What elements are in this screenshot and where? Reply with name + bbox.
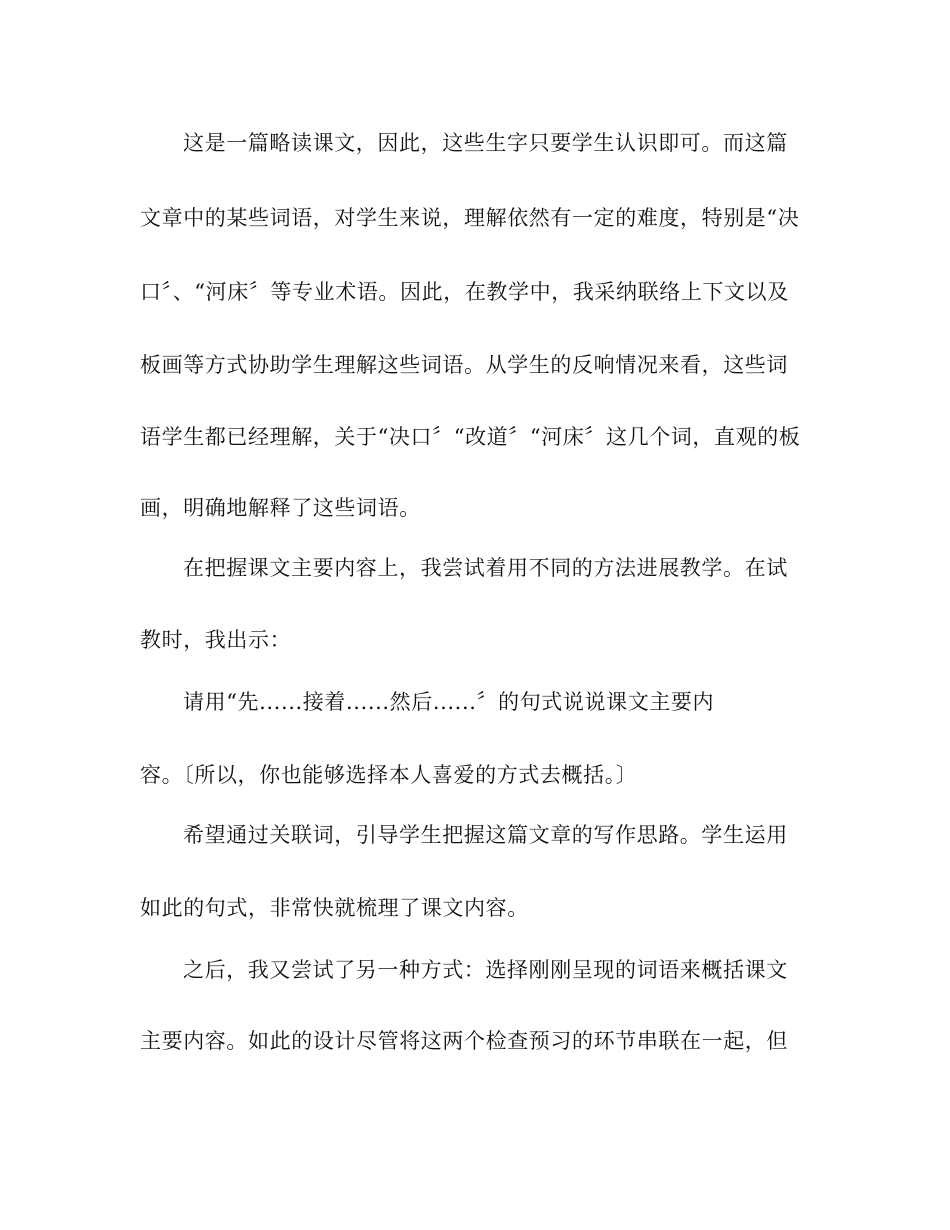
- text-line: 画，明确地解释了这些词语。: [140, 496, 421, 520]
- text-line: 容。〔所以，你也能够选择本人喜爱的方式去概括。〕: [140, 763, 638, 787]
- text-line: 教时，我出示：: [140, 628, 292, 652]
- text-line: 如此的句式，非常快就梳理了课文内容。: [140, 896, 529, 920]
- text-line: 希望通过关联词，引导学生把握这篇文章的写作思路。学生运用: [183, 823, 788, 847]
- text-line: 语学生都已经理解，关于“决口〞“改道〞“河床〞这几个词，直观的板: [140, 425, 801, 449]
- text-line: 之后，我又尝试了另一种方式：选择刚刚呈现的词语来概括课文: [183, 958, 788, 982]
- text-line: 口〞、“河床〞等专业术语。因此，在教学中，我采纳联络上下文以及: [140, 280, 789, 304]
- text-line: 文章中的某些词语，对学生来说，理解依然有一定的难度，特别是“决: [140, 206, 800, 230]
- text-line: 主要内容。如此的设计尽管将这两个检查预习的环节串联在一起，但: [140, 1029, 788, 1053]
- text-line: 这是一篇略读课文，因此，这些生字只要学生认识即可。而这篇: [183, 131, 788, 155]
- text-line: 请用“先......接着......然后......〞的句式说说课文主要内: [183, 690, 715, 714]
- text-line: 在把握课文主要内容上，我尝试着用不同的方法进展教学。在试: [183, 556, 788, 580]
- text-line: 板画等方式协助学生理解这些词语。从学生的反响情况来看，这些词: [140, 353, 788, 377]
